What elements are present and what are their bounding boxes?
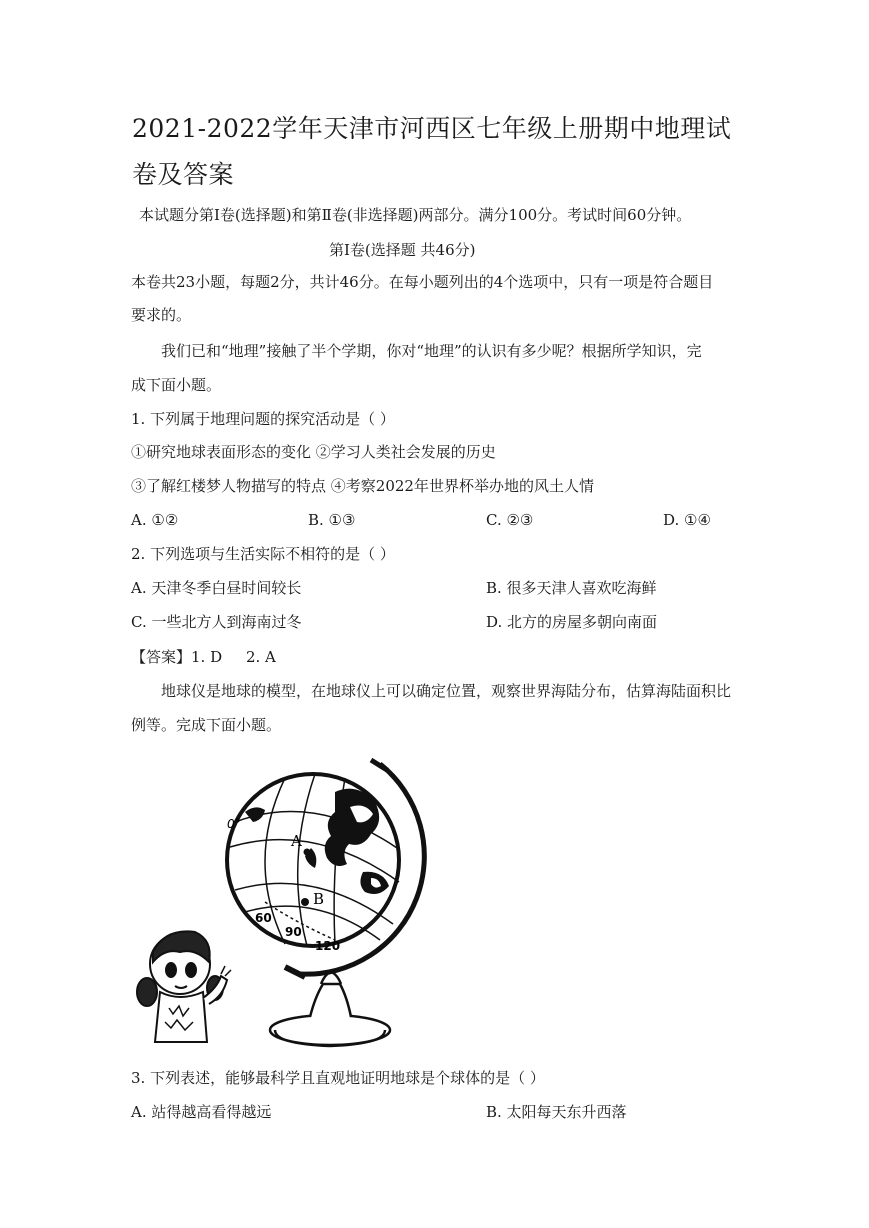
longitude-90-label: 90 [285,925,302,939]
question-1-items-line-2: ③了解红楼梦人物描写的特点 ④考察2022年世界杯举办地的风土人情 [131,477,594,495]
question-2-option-b[interactable]: B. 很多天津人喜欢吃海鲜 [486,579,657,597]
question-1-option-a[interactable]: A. ①② [131,511,179,529]
passage-2-line-1: 地球仪是地球的模型，在地球仪上可以确定位置，观察世界海陆分布，估算海陆面积比 [161,682,732,700]
question-3-option-b[interactable]: B. 太阳每天东升西落 [486,1103,627,1121]
question-2-stem: 2. 下列选项与生活实际不相符的是（ ） [131,545,395,563]
passage-1-line-2: 成下面小题。 [131,376,222,394]
globe-sphere [227,774,399,946]
longitude-60-label: 60 [255,911,272,925]
answer-line [131,647,276,667]
intro-text: 本试题分第Ⅰ卷(选择题)和第Ⅱ卷(非选择题)两部分。满分100分。考试时间60分钟。 [139,206,692,224]
question-1-option-c[interactable]: C. ②③ [486,511,534,529]
latitude-0-label: 0° [227,817,241,831]
question-1-option-b[interactable]: B. ①③ [308,511,356,529]
question-2-option-c[interactable]: C. 一些北方人到海南过冬 [131,613,302,631]
question-3-stem: 3. 下列表述，能够最科学且直观地证明地球是个球体的是（ ） [131,1069,545,1087]
instructions-line-2: 要求的。 [131,306,192,324]
point-b-marker [301,898,309,906]
question-3-option-a[interactable]: A. 站得越高看得越远 [131,1103,272,1121]
passage-2-line-2: 例等。完成下面小题。 [131,716,282,734]
globe-stand [270,972,390,1046]
answer-text: 1. D 2. A [191,648,276,666]
globe-illustration [135,752,460,1052]
question-2-option-d[interactable]: D. 北方的房屋多朝向南面 [486,613,658,631]
girl-cartoon [137,931,231,1042]
instructions-line-1: 本卷共23小题，每题2分，共计46分。在每小题列出的4个选项中，只有一项是符合题目 [131,273,714,291]
question-1-items-line-1: ①研究地球表面形态的变化 ②学习人类社会发展的历史 [131,443,496,461]
longitude-120-label: 120 [315,939,341,953]
question-2-option-a[interactable]: A. 天津冬季白昼时间较长 [131,579,302,597]
point-a-marker [304,849,311,856]
point-a-label: A [291,832,302,850]
page-title: 2021-2022学年天津市河西区七年级上册期中地理试卷及答案 [132,114,732,189]
answer-label: 【答案】 [131,648,192,666]
section-heading: 第Ⅰ卷(选择题 共46分) [329,241,476,259]
question-1-stem: 1. 下列属于地理问题的探究活动是（ ） [131,410,395,428]
question-1-option-d[interactable]: D. ①④ [663,511,711,529]
passage-1-line-1: 我们已和“地理”接触了半个学期，你对“地理”的认识有多少呢？根据所学知识，完 [161,342,702,360]
point-b-label: B [313,890,325,908]
